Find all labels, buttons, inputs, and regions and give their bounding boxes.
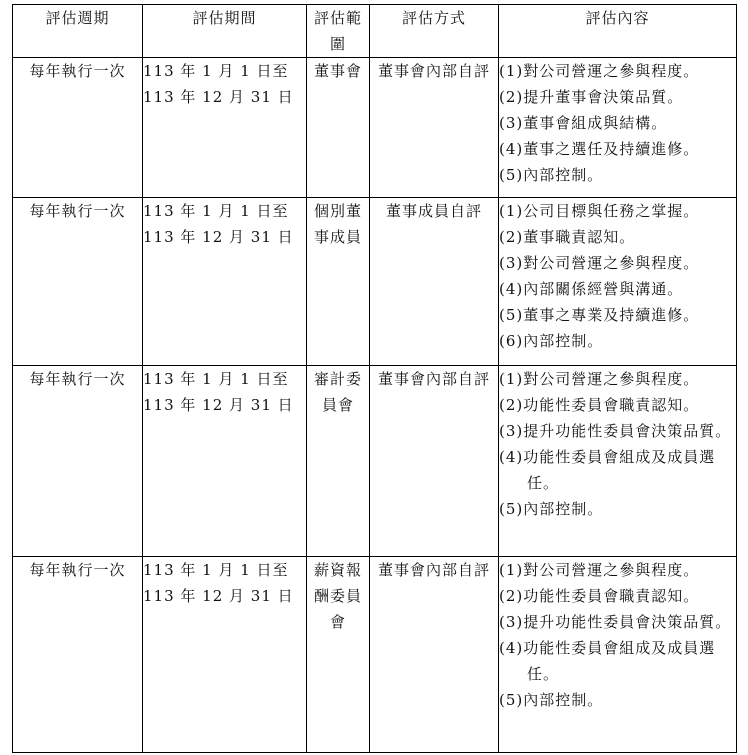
method-cell: 董事成員自評 — [370, 198, 499, 366]
list-item: (5)內部控制。 — [499, 691, 604, 709]
list-item: (4)功能性委員會組成及成員選任。 — [499, 448, 716, 492]
list-item: (1)對公司營運之參與程度。 — [499, 561, 700, 579]
content-cell — [499, 557, 737, 753]
period-end: 113 年 12 月 31 日 — [143, 396, 294, 414]
method-cell: 董事會內部自評 — [370, 366, 499, 557]
period-start: 113 年 1 月 1 日至 — [143, 202, 289, 220]
period-cell — [143, 198, 307, 366]
cycle-cell: 每年執行一次 — [13, 366, 143, 557]
period-end: 113 年 12 月 31 日 — [143, 587, 294, 605]
header-period: 評估期間 — [143, 5, 307, 58]
list-item: (3)提升功能性委員會決策品質。 — [499, 613, 732, 631]
period-start: 113 年 1 月 1 日至 — [143, 62, 289, 80]
method-cell: 董事會內部自評 — [370, 557, 499, 753]
list-item: (2)提升董事會決策品質。 — [499, 88, 684, 106]
scope-cell: 董事會 — [307, 58, 370, 198]
scope-cell: 薪資報酬委員會 — [307, 557, 370, 753]
list-item: (1)公司目標與任務之掌握。 — [499, 202, 700, 220]
table-row — [13, 58, 737, 198]
list-item: (3)董事會組成與結構。 — [499, 114, 668, 132]
list-item: (2)董事職責認知。 — [499, 228, 636, 246]
list-item: (2)功能性委員會職責認知。 — [499, 587, 700, 605]
cycle-cell: 每年執行一次 — [13, 557, 143, 753]
period-start: 113 年 1 月 1 日至 — [143, 370, 289, 388]
table-row — [13, 557, 737, 753]
list-item: (5)董事之專業及持續進修。 — [499, 306, 700, 324]
cycle-cell: 每年執行一次 — [13, 58, 143, 198]
period-cell — [143, 366, 307, 557]
header-cycle: 評估週期 — [13, 5, 143, 58]
list-item: (5)內部控制。 — [499, 166, 604, 184]
period-end: 113 年 12 月 31 日 — [143, 228, 294, 246]
period-cell — [143, 557, 307, 753]
list-item: (4)內部關係經營與溝通。 — [499, 280, 684, 298]
table-row — [13, 366, 737, 557]
list-item: (1)對公司營運之參與程度。 — [499, 62, 700, 80]
content-cell — [499, 198, 737, 366]
list-item: (1)對公司營運之參與程度。 — [499, 370, 700, 388]
method-cell: 董事會內部自評 — [370, 58, 499, 198]
list-item: (3)對公司營運之參與程度。 — [499, 254, 700, 272]
list-item: (3)提升功能性委員會決策品質。 — [499, 422, 732, 440]
period-end: 113 年 12 月 31 日 — [143, 88, 294, 106]
scope-cell: 個別董事成員 — [307, 198, 370, 366]
period-start: 113 年 1 月 1 日至 — [143, 561, 289, 579]
evaluation-table — [12, 4, 737, 753]
list-item: (6)內部控制。 — [499, 332, 604, 350]
cycle-cell: 每年執行一次 — [13, 198, 143, 366]
period-cell — [143, 58, 307, 198]
list-item: (5)內部控制。 — [499, 500, 604, 518]
list-item: (4)董事之選任及持續進修。 — [499, 140, 700, 158]
table-row — [13, 198, 737, 366]
scope-cell: 審計委員會 — [307, 366, 370, 557]
header-method: 評估方式 — [370, 5, 499, 58]
list-item: (2)功能性委員會職責認知。 — [499, 396, 700, 414]
header-content: 評估內容 — [499, 5, 737, 58]
header-row — [13, 5, 737, 58]
content-cell — [499, 366, 737, 557]
header-scope: 評估範圍 — [307, 5, 370, 58]
content-cell — [499, 58, 737, 198]
list-item: (4)功能性委員會組成及成員選任。 — [499, 639, 716, 683]
